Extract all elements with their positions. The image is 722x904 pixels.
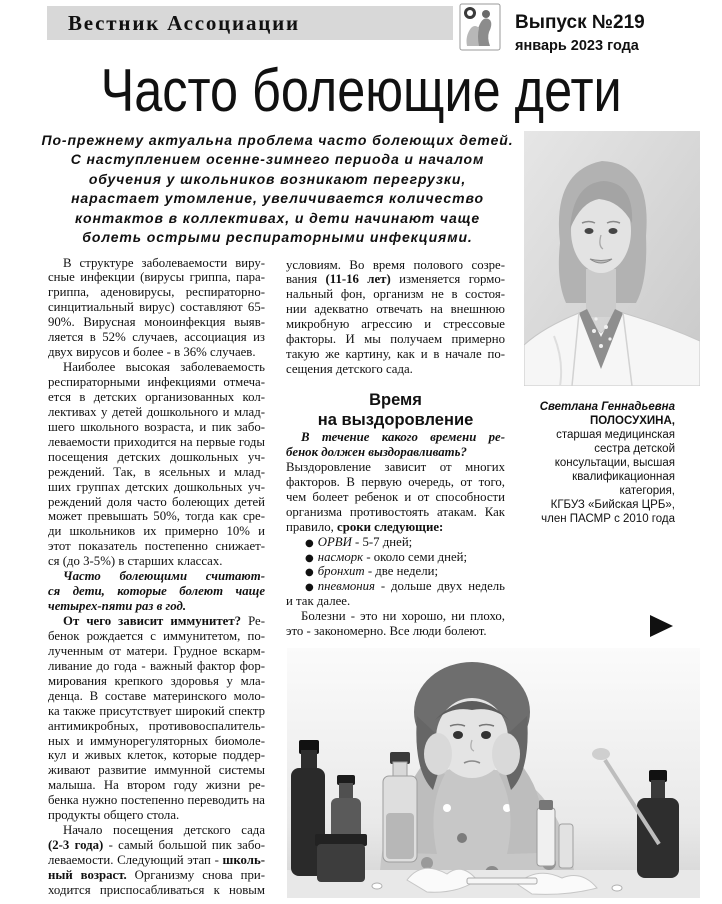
body-text-line: чем болеет ребенок и от способности	[286, 489, 505, 504]
body-text-line: шего школьного возраста, и пик забо-	[48, 419, 265, 434]
author-surname: ПОЛОСУХИНА,	[590, 415, 675, 427]
bold-fragment: сроки следующие:	[337, 519, 444, 534]
body-text-line: ка также присутствует широкий спектр	[48, 703, 265, 718]
section-heading-line: на выздоровление	[317, 411, 474, 429]
body-text-line: кул и живых клеток, которые поддер-	[48, 748, 265, 763]
body-text-line: такую же картину, как и в начале по-	[286, 347, 505, 362]
author-detail-line: член ПАСМР с 2010 года	[541, 513, 675, 525]
body-text-line: организма противостоять атакам. Как	[286, 504, 505, 519]
list-term: пневмония	[317, 579, 375, 594]
body-text-line: продукты общего стола.	[48, 808, 180, 823]
text-fragment: вания	[286, 272, 326, 287]
body-text-line: двух вирусов и более - в 36% случаев.	[48, 345, 256, 360]
article-column-1	[48, 256, 265, 898]
body-text-line: условиям. Во время полового созре-	[286, 257, 505, 272]
article-lead	[40, 131, 515, 247]
list-term: ОРВИ	[317, 534, 352, 549]
body-text-line: лективах у детей дошкольного и млад-	[48, 404, 265, 419]
text-fragment: леваемости. Следующий этап -	[48, 853, 223, 867]
body-text-line: это - закономерно. Все люди болеют.	[286, 624, 487, 639]
body-text-line: реждений доля часто болеющих детей	[48, 494, 265, 509]
author-detail-line: категория,	[619, 485, 675, 497]
section-heading	[286, 390, 505, 430]
text-fragment: правило,	[286, 519, 338, 534]
body-text-line: ходится приспосабливаться к новым	[48, 882, 265, 897]
list-text: - две недели;	[364, 564, 438, 579]
article-title-text: Часто болеющие дети	[100, 57, 622, 124]
list-item	[286, 550, 505, 565]
body-text-line	[48, 614, 265, 629]
list-term: насморк	[317, 549, 364, 564]
list-item	[286, 579, 505, 594]
body-text-line: 90%. Вирусная моноинфекция выяв-	[48, 315, 265, 330]
body-text-line: Болезни - это ни хорошо, ни плохо,	[301, 609, 505, 624]
text-fragment: изменяется гормо-	[390, 272, 505, 287]
body-text-line	[286, 272, 505, 287]
body-text-line: факторы. И мы получаем примерно	[286, 332, 505, 347]
bold-fragment: (2-3 года)	[48, 838, 104, 853]
question-line: бенок должен выздоравливать?	[286, 444, 467, 459]
body-text-line: ся (до 3-5%) в старших классах.	[48, 554, 223, 569]
body-text-line: синцитиальный вирус) составляют 65-	[48, 300, 265, 315]
lead-line: контактов в коллективах, и дети начинают чаще	[75, 209, 480, 226]
list-text: - около семи дней;	[363, 549, 468, 564]
body-text-line: ется в детских организованных кол-	[48, 389, 265, 404]
issue-date: январь 2023 года	[515, 38, 639, 54]
author-detail-line: КГБУЗ «Бийская ЦРБ»,	[550, 499, 675, 511]
newsletter-title: Вестник Ассоциации	[68, 11, 300, 35]
author-detail-line: консультации, высшая	[554, 457, 675, 469]
text-fragment: Ре-	[241, 614, 265, 628]
highlight-line: ся дети, которые болеют чаще	[48, 584, 265, 599]
body-text-line: бенок рождается с иммунитетом, по-	[48, 628, 265, 643]
author-detail-line: сестра детской	[594, 443, 675, 455]
body-text-line: ляется в 52% случаев, ассоциация из	[48, 330, 265, 345]
body-text-line: ди школьников их примерно 10% и	[48, 524, 265, 539]
body-text-line: гриппа, аденовирусы, респираторно-	[48, 285, 265, 300]
list-term: бронхит	[317, 564, 365, 579]
list-text: - дольше двух недель	[374, 579, 505, 594]
highlight-line: Часто болеющими считают-	[63, 569, 265, 584]
bold-fragment: ный возраст.	[48, 867, 127, 882]
body-text-line	[286, 520, 505, 535]
body-text-line: бенка нужно постепенно переводить на	[48, 793, 265, 808]
body-text-line: ливание до года - важный фактор фор-	[48, 658, 265, 673]
body-text-line: респираторными инфекциями отмеча-	[48, 375, 265, 389]
body-text-line: ших группах детских дошкольных уч-	[48, 479, 265, 494]
lead-line: обучения у школьников возникают перегрузки,	[88, 170, 467, 187]
question-line: В течение какого времени ре-	[301, 430, 505, 444]
sick-child-photo	[287, 648, 700, 898]
body-text-line: Наиболее высокая заболеваемость	[63, 360, 265, 375]
body-text-line: сные инфекции (вирусы гриппа, пара-	[48, 270, 265, 285]
continue-arrow-icon	[648, 614, 674, 638]
body-text-line: реждений. Так, в ясельных и млад-	[48, 464, 265, 479]
body-text-line: этот показатель постепенно снижает-	[48, 539, 265, 554]
section-heading-line: Время	[369, 391, 422, 409]
body-text-line: нии адекватно отвечать на внешнюю	[286, 302, 505, 317]
body-text-line: может превышать 50%, тогда как сре-	[48, 509, 265, 524]
author-photo	[524, 131, 700, 386]
body-text-line: Выздоровление зависит от многих	[286, 459, 505, 474]
bullet-icon: ●	[305, 582, 314, 594]
body-text-line: микробную агрессию и стрессовые	[286, 317, 505, 332]
body-text-line: лученным от матери. Грудное вскарм-	[48, 643, 265, 658]
body-text-line: посещения детских дошкольных уч-	[48, 449, 265, 464]
lead-line: болеть острыми респираторными инфекциями.	[82, 228, 473, 245]
body-text-line: нальный фон, организм не в состоя-	[286, 287, 505, 302]
body-text-line: денца. В составе материнского моло-	[48, 688, 265, 703]
bold-fragment: школь-	[222, 853, 265, 867]
article-title	[0, 55, 722, 127]
body-text-line: факторов. В первую очередь, от того,	[286, 474, 505, 489]
body-text-line: живают развитие иммунной системы	[48, 763, 265, 778]
body-text-line: Начало посещения детского сада	[63, 823, 265, 838]
bold-fragment: (11-16 лет)	[325, 272, 391, 287]
issue-number: Выпуск №219	[515, 12, 645, 33]
body-text-line: В структуре заболеваемости виру-	[63, 255, 265, 270]
bullet-icon: ●	[305, 552, 314, 564]
author-name: Светлана Геннадьевна	[539, 401, 675, 413]
body-text-line: сещения детского сада.	[286, 362, 413, 377]
author-caption	[515, 400, 675, 526]
body-text-line: леваемости приходится на первые годы	[48, 434, 265, 449]
lead-line: По-прежнему актуальна проблема часто болеющих детей.	[41, 132, 514, 148]
article-column-2	[286, 258, 505, 640]
lead-line: С наступлением осенне-зимнего периода и началом	[70, 151, 485, 168]
list-text: - 5-7 дней;	[351, 534, 413, 549]
highlight-line: четырех-пяти раз в год.	[48, 599, 187, 614]
list-item	[286, 535, 505, 550]
author-detail-line: квалификационная	[572, 471, 675, 483]
body-text-line: ных и иммунорегуляторных биомоле-	[48, 733, 265, 748]
body-text-line: и так далее.	[286, 594, 351, 609]
text-fragment: - самый большой пик забо-	[103, 838, 265, 853]
body-text-line	[48, 838, 265, 853]
body-text-line	[48, 868, 265, 883]
bullet-icon: ●	[305, 537, 314, 549]
body-text-line: мирования крепкого здоровья у мла-	[48, 673, 265, 688]
text-fragment: Организму снова при-	[126, 867, 265, 882]
author-detail-line: старшая медицинская	[556, 429, 675, 441]
association-logo-icon	[457, 2, 503, 52]
child-head	[414, 662, 530, 790]
lead-line: нарастает утомление, увеличивается количество	[71, 190, 484, 207]
body-text-line	[48, 853, 265, 868]
body-text-line: антимикробных, противовоспалитель-	[48, 718, 265, 733]
bullet-icon: ●	[305, 567, 314, 579]
body-text-line: малыша. На втором году жизни ре-	[48, 778, 265, 793]
inline-subheading: От чего зависит иммунитет?	[63, 614, 242, 628]
list-item	[286, 564, 505, 579]
